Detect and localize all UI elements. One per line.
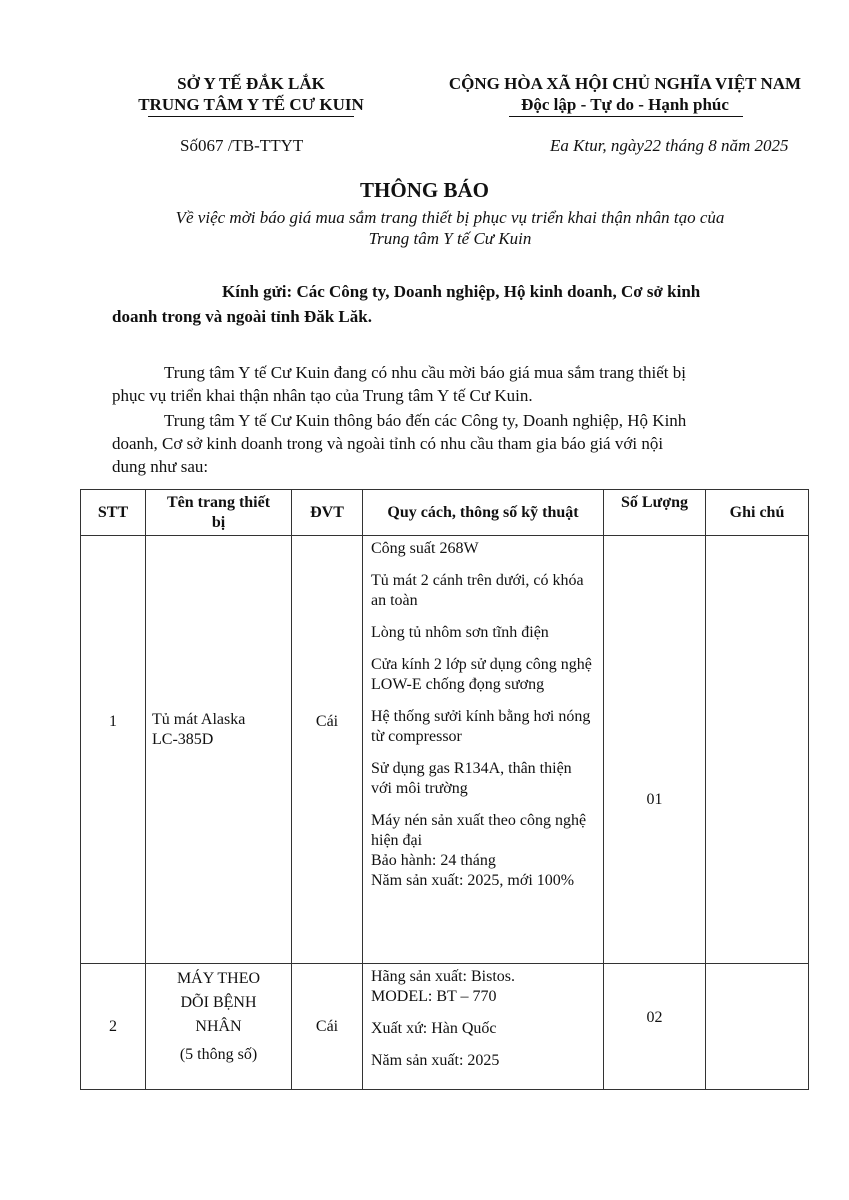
agency-line-1: SỞ Y TẾ ĐẮK LẮK xyxy=(177,74,325,93)
table-row xyxy=(81,964,809,1090)
spec-item: MODEL: BT – 770 xyxy=(371,988,497,1005)
spec-item: Hãng sản xuất: Bistos. xyxy=(371,968,515,985)
row-2-name-line-4: (5 thông số) xyxy=(179,1046,258,1063)
row-2-stt: 2 xyxy=(81,964,146,1090)
header-spec: Quy cách, thông số kỹ thuật xyxy=(363,490,604,536)
row-2-spec xyxy=(363,964,604,1090)
spec-item: Xuất xứ: Hàn Quốc xyxy=(371,1020,497,1037)
spec-item: Sử dụng gas R134A, thân thiện với môi trường xyxy=(371,760,572,797)
row-1-unit: Cái xyxy=(292,536,363,964)
national-motto: Độc lập - Tự do - Hạnh phúc xyxy=(521,95,729,114)
header-equipment-name xyxy=(146,490,292,536)
paragraph-1-line-2: phục vụ triển khai thận nhân tạo của Trung tâm Y tế Cư Kuin. xyxy=(112,386,533,405)
motto-underline xyxy=(509,116,743,117)
row-2-unit: Cái xyxy=(292,964,363,1090)
agency-underline xyxy=(148,116,354,117)
row-1-quantity: 01 xyxy=(604,536,706,964)
header-unit: ĐVT xyxy=(292,490,363,536)
row-1-name xyxy=(146,536,292,964)
subtitle-line-1: Về việc mời báo giá mua sắm trang thiết bị phục vụ triển khai thận nhân tạo của xyxy=(175,208,725,227)
row-2-name-line-1: MÁY THEO xyxy=(176,970,261,987)
paragraph-2-line-1: Trung tâm Y tế Cư Kuin thông báo đến các Công ty, Doanh nghiệp, Hộ Kinh xyxy=(164,411,687,430)
table-row xyxy=(81,536,809,964)
spec-item: Năm sản xuất: 2025, mới 100% xyxy=(371,872,575,889)
recipient-line-2: doanh trong và ngoài tỉnh Đăk Lăk. xyxy=(112,307,372,326)
row-2-note xyxy=(706,964,809,1090)
header-quantity: Số Lượng xyxy=(604,490,706,536)
row-2-name-line-2: DÕI BỆNH xyxy=(180,994,257,1011)
place-and-date: Ea Ktur, ngày22 tháng 8 năm 2025 xyxy=(550,136,789,155)
row-1-name-line-2: LC-385D xyxy=(152,730,214,748)
row-1-spec xyxy=(363,536,604,964)
paragraph-1-line-1: Trung tâm Y tế Cư Kuin đang có nhu cầu mời báo giá mua sắm trang thiết bị xyxy=(164,363,686,382)
spec-item: Hệ thống sưởi kính bằng hơi nóng từ compressor xyxy=(371,708,591,745)
spec-item: Lòng tủ nhôm sơn tĩnh điện xyxy=(371,624,549,641)
header-stt: STT xyxy=(81,490,146,536)
row-2-name-line-3: NHÂN xyxy=(195,1018,242,1035)
spec-item: Cửa kính 2 lớp sử dụng công nghệ LOW-E chống đọng sương xyxy=(371,656,592,693)
header-name-line-2: bị xyxy=(211,514,226,531)
agency-line-2: TRUNG TÂM Y TẾ CƯ KUIN xyxy=(138,95,364,114)
spec-item: Năm sản xuất: 2025 xyxy=(371,1052,500,1069)
header-note: Ghi chú xyxy=(706,490,809,536)
national-title: CỘNG HÒA XÃ HỘI CHỦ NGHĨA VIỆT NAM xyxy=(448,74,802,93)
header-name-line-1: Tên trang thiết xyxy=(166,494,271,511)
table-header-row xyxy=(81,490,809,536)
spec-item: Công suất 268W xyxy=(371,540,479,557)
spec-item: Máy nén sản xuất theo công nghệ hiện đại xyxy=(371,812,587,849)
document-number: Số067 /TB-TTYT xyxy=(180,136,304,155)
row-1-stt: 1 xyxy=(81,536,146,964)
subtitle-line-2: Trung tâm Y tế Cư Kuin xyxy=(368,229,532,248)
row-2-quantity: 02 xyxy=(604,964,706,1090)
row-2-name xyxy=(146,964,292,1090)
row-1-note xyxy=(706,536,809,964)
recipient-line-1: Kính gửi: Các Công ty, Doanh nghiệp, Hộ kinh doanh, Cơ sở kinh xyxy=(222,282,701,301)
spec-item: Bảo hành: 24 tháng xyxy=(371,852,496,869)
paragraph-2-line-2: doanh, Cơ sở kinh doanh trong và ngoài tỉnh có nhu cầu tham gia báo giá với nội xyxy=(112,434,664,453)
spec-item: Tủ mát 2 cánh trên dưới, có khóa an toàn xyxy=(371,572,584,609)
document-title: THÔNG BÁO xyxy=(360,178,489,202)
row-1-name-line-1: Tủ mát Alaska xyxy=(152,710,246,728)
equipment-table xyxy=(80,489,809,1090)
document-subtitle xyxy=(110,207,790,249)
paragraph-2-line-3: dung như sau: xyxy=(112,457,209,476)
